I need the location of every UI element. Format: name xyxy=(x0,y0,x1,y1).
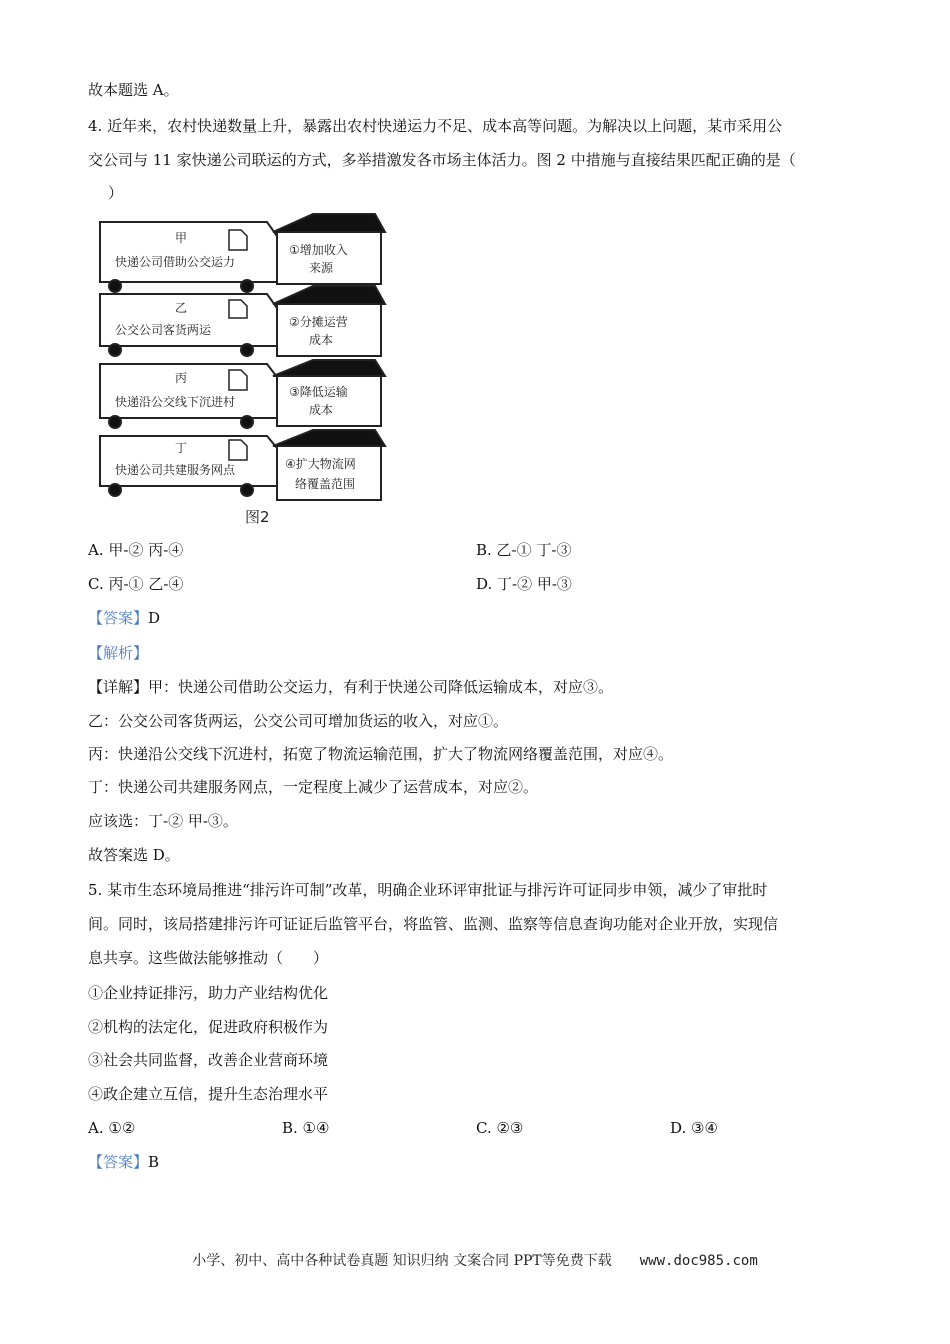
q5-stem-line-1: 5. 某市生态环境局推进“排污许可制”改革，明确企业环评审批证与排污许可证同步申领，减少了审批时 xyxy=(88,881,768,899)
detail-text-1: 甲：快递公司借助公交运力，有利于快递公司降低运输成本，对应③。 xyxy=(148,678,614,696)
page-footer xyxy=(0,1250,950,1270)
truck-yi-label: 乙 xyxy=(175,301,188,315)
house-3-line2: 成本 xyxy=(309,403,334,417)
footer-text: 小学、初中、高中各种试卷真题 知识归纳 文案合同 PPT等免费下载 xyxy=(192,1253,612,1269)
truck-bing-text: 快递沿公交线下沉进村 xyxy=(115,395,236,409)
answer-label-2: 【答案】 xyxy=(88,1153,149,1171)
q4-detail-4: 丁：快递公司共建服务网点，一定程度上减少了运营成本，对应②。 xyxy=(88,778,539,796)
q5-statement-1: ①企业持证排污，助力产业结构优化 xyxy=(88,984,329,1002)
q5-answer xyxy=(88,1152,159,1172)
answer-value: D xyxy=(148,609,161,627)
answer-label: 【答案】 xyxy=(88,609,149,627)
figure-2 xyxy=(95,210,395,530)
q4-detail-2: 乙：公交公司客货两运，公交公司可增加货运的收入，对应①。 xyxy=(88,712,509,730)
house-2-line1: ②分摊运营 xyxy=(289,315,348,329)
analysis-label: 【解析】 xyxy=(88,644,149,662)
house-4-line1: ④扩大物流网 xyxy=(285,457,356,471)
figure-caption: 图2 xyxy=(245,508,270,526)
truck-yi-text: 公交公司客货两运 xyxy=(115,323,212,337)
q5-statement-4: ④政企建立互信，提升生态治理水平 xyxy=(88,1085,329,1103)
house-1-line2: 来源 xyxy=(309,261,334,275)
q5-option-a: A. ①② xyxy=(88,1119,136,1137)
q4-analysis-label xyxy=(88,643,148,663)
q4-option-c: C. 丙-① 乙-④ xyxy=(88,575,184,593)
q4-option-d: D. 丁-② 甲-③ xyxy=(476,575,572,593)
q5-statement-3: ③社会共同监督，改善企业营商环境 xyxy=(88,1051,329,1069)
q4-detail-3: 丙：快递沿公交线下沉进村，拓宽了物流运输范围，扩大了物流网络覆盖范围，对应④。 xyxy=(88,745,674,763)
q5-stem-line-2: 间。同时，该局搭建排污许可证证后监管平台，将监管、监测、监察等信息查询功能对企业开放，实现信 xyxy=(88,915,779,933)
truck-ding-text: 快递公司共建服务网点 xyxy=(115,463,236,477)
truck-bing-label: 丙 xyxy=(175,371,188,385)
q4-detail-5: 应该选：丁-② 甲-③。 xyxy=(88,812,238,830)
q5-stem-line-3: 息共享。这些做法能够推动（ ） xyxy=(88,949,329,967)
q4-option-a: A. 甲-② 丙-④ xyxy=(88,541,184,559)
q4-stem-line-2: 交公司与 11 家快递公司联运的方式，多举措激发各市场主体活力。图 2 中措施与直接结果匹配正确的是（ xyxy=(88,151,796,169)
q5-option-c: C. ②③ xyxy=(476,1119,524,1137)
house-3-line1: ③降低运输 xyxy=(289,385,348,399)
house-1-line1: ①增加收入 xyxy=(289,243,348,257)
truck-jia-text: 快递公司借助公交运力 xyxy=(115,255,236,269)
detail-label: 【详解】 xyxy=(88,678,149,696)
q5-statement-2: ②机构的法定化，促进政府积极作为 xyxy=(88,1018,329,1036)
q4-stem-line-1: 4. 近年来，农村快递数量上升，暴露出农村快递运力不足、成本高等问题。为解决以上问题，某市采用公 xyxy=(88,117,783,135)
house-2-line2: 成本 xyxy=(309,333,334,347)
q5-option-d: D. ③④ xyxy=(670,1119,718,1137)
footer-url[interactable]: www.doc985.com xyxy=(639,1253,758,1269)
q4-option-b: B. 乙-① 丁-③ xyxy=(476,541,572,559)
truck-jia-label: 甲 xyxy=(175,231,188,245)
q4-answer xyxy=(88,608,160,628)
prev-answer-line: 故本题选 A。 xyxy=(88,81,179,99)
answer-value-2: B xyxy=(148,1153,160,1171)
q4-detail-6: 故答案选 D。 xyxy=(88,846,180,864)
q5-option-b: B. ①④ xyxy=(282,1119,330,1137)
q4-detail-1 xyxy=(88,677,613,697)
truck-ding-label: 丁 xyxy=(175,441,188,455)
house-4-line2: 络覆盖范围 xyxy=(295,477,356,491)
q4-stem-line-3: ） xyxy=(108,184,124,202)
